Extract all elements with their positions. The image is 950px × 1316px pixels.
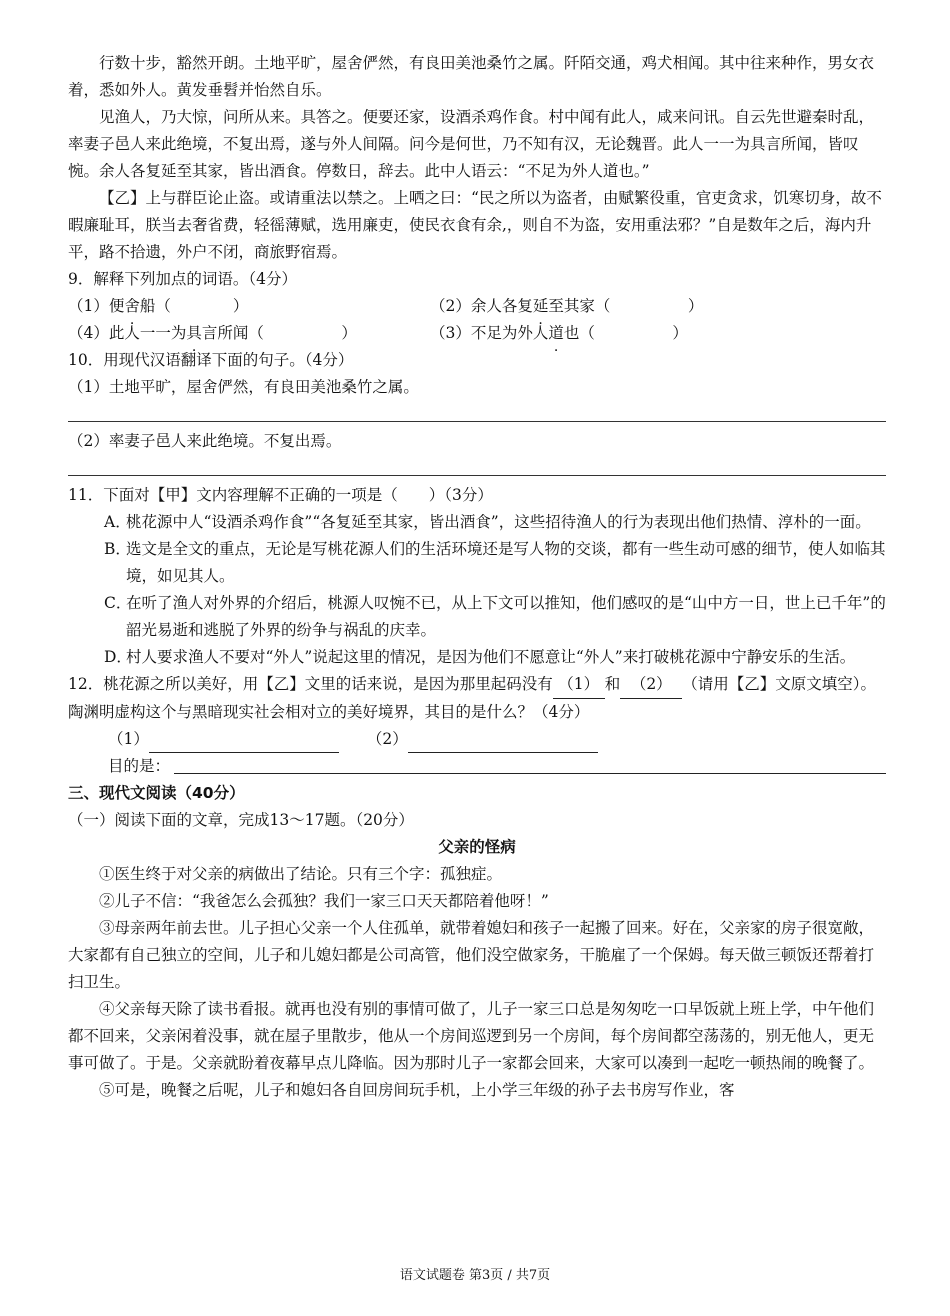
q12-stem-c: （请用【乙】文原文填空）。陶渊明虚构这个与黑暗现实社会相对立的美好境界，其目的是什么？（4分） [68,675,877,721]
exam-page [68,50,886,1104]
q11-option-b-text: 选文是全文的重点，无论是写桃花源人们的生活环境还是写人物的交谈，都有一些生动可感的细节，使人如临其境，如见其人。 [126,540,886,585]
q12-fill-1 [108,726,339,753]
q9-item-2-pre: （2）余人各复 [430,297,533,315]
q12-fill-1-line[interactable] [149,732,339,753]
q9-item-1-post: 船（ ） [139,297,249,315]
q9-item-2-post: 至其家（ ） [548,297,704,315]
q11-option-b[interactable] [68,536,886,590]
q11-option-c-text: 在听了渔人对外界的介绍后，桃源人叹惋不已，从上下文可以推知，他们感叹的是“山中方一日，世上已千年”的韶光易逝和逃脱了外界的纷争与祸乱的庆幸。 [126,594,886,639]
q9-item-1-pre: （1）便 [68,297,125,315]
q12-stem-b: 和 [604,675,621,693]
q12-fill-2-line[interactable] [408,732,598,753]
q10-stem: 10．用现代汉语翻译下面的句子。（4分） [68,351,354,369]
article-para-1: ①医生终于对父亲的病做出了结论。只有三个字：孤独症。 [99,865,503,883]
q9-item-4-post: 言所闻（ ） [201,324,357,342]
q9-item-1 [68,293,430,320]
q11-option-c[interactable] [68,590,886,644]
article-para-4: ④父亲每天除了读书看报。就再也没有别的事情可做了，儿子一家三口总是匆匆吃一口早饭就上班上学，中午他们都不回来，父亲闲着没事，就在屋子里散步，他从一个房间巡逻到另一个房间，每个房间都空荡荡的，别无他人，更无事可做了。于是。父亲就盼着夜幕早点儿降临。因为那时儿子一家都会回来，大家可以凑到一起吃一顿热闹的晚餐了。 [68,1000,875,1072]
q12-fill-1-label: （1） [108,730,149,748]
q9-item-1-dotted-word: 舍 [124,297,140,315]
q11-option-a-text: 桃花源中人“设酒杀鸡作食”“各复延至其家，皆出酒食”，这些招待渔人的行为表现出他们热情、淳朴的一面。 [126,513,871,531]
q9-item-3-dotted-word: 道 [548,324,564,342]
q9-item-2 [430,293,790,320]
passage-yi: 【乙】上与群臣论止盗。或请重法以禁之。上哂之曰：“民之所以为盗者，由赋繁役重，官吏贪求，饥寒切身，故不暇廉耻耳，朕当去奢省费，轻徭薄赋，选用廉吏，使民衣食有余,，则自不为盗，安用重法邪？”自是数年之后，海内升平，路不拾遗，外户不闭，商旅野宿焉。 [68,189,882,261]
q12-fill-2-label: （2） [366,730,408,748]
passage-jia-p1: 行数十步，豁然开朗。土地平旷，屋舍俨然，有良田美池桑竹之属。阡陌交通，鸡犬相闻。其中往来种作，男女衣着，悉如外人。黄发垂髫并怡然自乐。 [68,54,875,99]
q9-item-3 [430,320,790,347]
q9-item-4-dotted-word: 具 [186,324,202,342]
passage-jia-p2: 见渔人，乃大惊，问所从来。具答之。便要还家，设酒杀鸡作食。村中闻有此人，咸来问讯。自云先世避秦时乱，率妻子邑人来此绝境，不复出焉，遂与外人间隔。问今是何世，乃不知有汉，无论魏晋。此人一一为具言所闻，皆叹惋。余人各复延至其家，皆出酒食。停数日，辞去。此中人语云：“不足为外人道也。” [68,108,875,180]
q12-fill-2 [367,726,598,753]
q9-item-2-dotted-word: 延 [532,297,549,315]
article-para-3: ③母亲两年前去世。儿子担心父亲一个人住孤单，就带着媳妇和孩子一起搬了回来。好在，父亲家的房子很宽敞，大家都有自己独立的空间，儿子和儿媳妇都是公司高管，他们没空做家务，干脆雇了一个保姆。每天做三顿饭还帮着打扫卫生。 [68,919,875,991]
page-footer: 语文试题卷 第3页 / 共7页 [399,1268,551,1283]
article-para-5: ⑤可是，晚餐之后呢，儿子和媳妇各自回房间玩手机，上小学三年级的孙子去书房写作业，客 [99,1081,735,1099]
section-3-heading: 三、现代文阅读（40分） [68,784,245,802]
q11-option-a[interactable] [68,509,886,536]
q9-item-3-post: 也（ ） [563,324,688,342]
q9-row-2 [68,320,886,347]
q12-fill-row [68,726,886,753]
q10-answer-line-1[interactable] [68,401,886,422]
q11-option-d-text: 村人要求渔人不要对“外人”说起这里的情况，是因为他们不愿意让“外人”来打破桃花源中宁静安乐的生活。 [126,648,856,666]
q12-stem-a: 12．桃花源之所以美好，用【乙】文里的话来说，是因为那里起码没有 [68,675,553,693]
q12-stem [68,671,886,726]
q12-purpose-row [68,753,886,780]
q11-option-a-label: A． [104,513,131,531]
section-3-subheading: （一）阅读下面的文章，完成13～17题。（20分） [68,811,414,829]
q9-row-1 [68,293,886,320]
q10-sentence-2: （2）率妻子邑人来此绝境。不复出焉。 [68,432,342,450]
q9-item-4-pre: （4）此人一一为 [68,324,187,342]
q12-blank-1: （1） [553,671,605,699]
q10-answer-line-2[interactable] [68,455,886,476]
q12-purpose-label: 目的是： [108,757,171,775]
q9-stem: 9．解释下列加点的词语。（4分） [68,270,297,288]
q11-option-b-label: B． [104,540,131,558]
q11-option-c-label: C． [104,594,132,612]
q12-blank-2: （2） [620,671,682,699]
article-para-2: ②儿子不信：“我爸怎么会孤独？我们一家三口天天都陪着他呀！” [99,892,549,910]
q12-purpose-line[interactable] [174,753,886,774]
article-title: 父亲的怪病 [438,838,516,856]
q9-item-3-pre: （3）不足为外人 [430,324,549,342]
q9-item-4 [68,320,430,347]
q11-option-d[interactable] [68,644,886,671]
q11-option-d-label: D． [104,648,132,666]
q11-stem: 11．下面对【甲】文内容理解不正确的一项是（ ）（3分） [68,486,493,504]
q10-sentence-1: （1）土地平旷，屋舍俨然，有良田美池桑竹之属。 [68,378,419,396]
